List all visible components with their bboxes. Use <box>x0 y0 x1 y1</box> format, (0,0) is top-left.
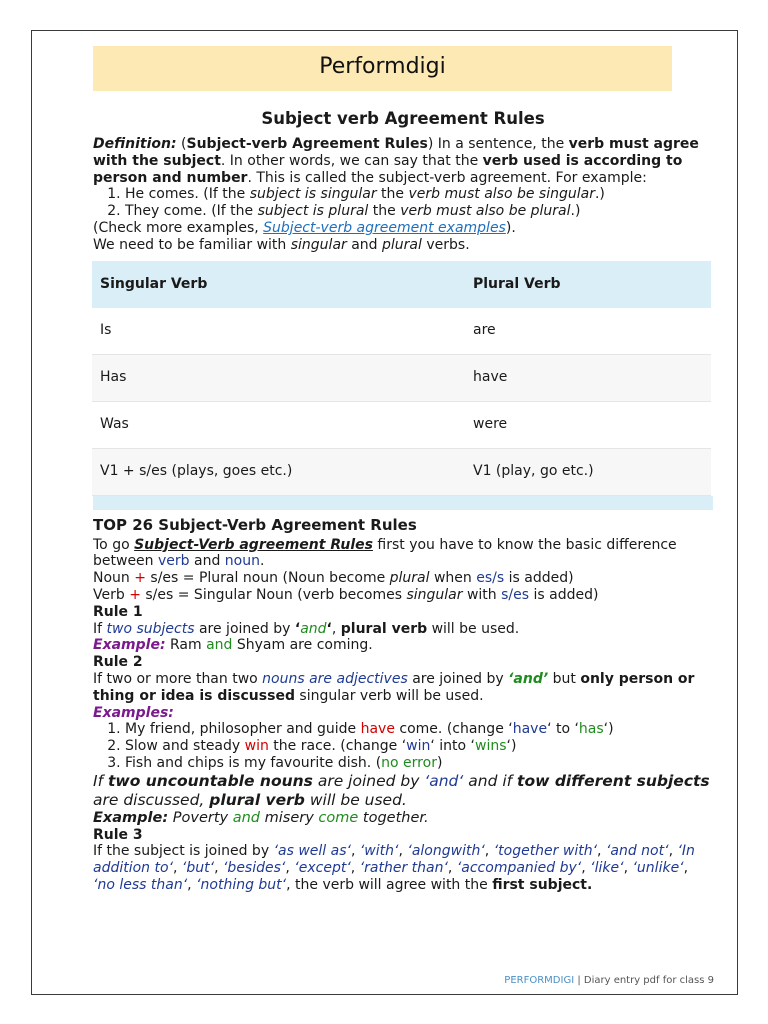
intro-paragraph: To go Subject-Verb agreement Rules first you have to know the basic difference between verb and noun. <box>93 536 677 570</box>
rule-2-uncountable: If two uncountable nouns are joined by ‘and‘ and if tow different subjects are discussed, plural verb will be used. <box>93 771 710 809</box>
text: . In other words, we can say that the <box>220 152 483 169</box>
rule-1-label: Rule 1 <box>93 603 143 620</box>
text: . This is called the subject-verb agreement. For example: <box>247 169 647 186</box>
table-row <box>92 448 711 495</box>
rule-3-label: Rule 3 <box>93 826 143 843</box>
rule-1-example: Example: Ram and Shyam are coming. <box>93 637 373 654</box>
rules-link[interactable]: Subject-Verb agreement Rules <box>134 536 373 553</box>
section-heading: TOP 26 Subject-Verb Agreement Rules <box>93 515 417 534</box>
table-cell: are <box>465 308 711 355</box>
emphasis: verb used is according to person and number <box>93 152 683 186</box>
table-header: Singular Verb <box>92 261 465 308</box>
rule-2-example: Example: Poverty and misery come together. <box>93 809 429 826</box>
table-header-row <box>92 261 711 308</box>
table-cell: have <box>465 354 711 401</box>
verb-rule-line: Verb + s/es = Singular Noun (verb becomes singular with s/es is added) <box>93 586 599 603</box>
rule-3-text: If the subject is joined by ‘as well as‘, ‘with‘, ‘alongwith‘, ‘together with‘, ‘and not‘, ‘In addition to‘, ‘but‘, ‘besides‘, ‘except‘, ‘rather than‘, ‘accompanied by‘, ‘like‘, ‘unlike‘, ‘no less than‘, ‘nothing but‘, the verb will agree with the first subject. <box>93 843 695 893</box>
text: ( <box>176 136 187 152</box>
rule-2-label: Rule 2 <box>93 654 143 671</box>
table-cell: V1 + s/es (plays, goes etc.) <box>92 448 465 495</box>
table-cell: Has <box>92 354 465 401</box>
list-item: 2. Slow and steady win the race. (change ‘win‘ into ‘wins‘) <box>125 738 713 755</box>
table-row <box>92 308 711 355</box>
footer-brand: PERFORMDIGI <box>504 975 575 986</box>
rule-2-examples-label: Examples: <box>93 704 174 721</box>
document-body <box>93 108 713 894</box>
table-row <box>92 401 711 448</box>
table-cell: were <box>465 401 711 448</box>
table-footer-band <box>93 496 713 510</box>
list-item: 1. He comes. (If the subject is singular the verb must also be singular.) <box>125 186 713 203</box>
footer-text: Diary entry pdf for class 9 <box>583 975 714 986</box>
definition-paragraph <box>93 136 713 186</box>
check-more-line: (Check more examples, Subject-verb agreement examples). <box>93 219 516 236</box>
definition-term: Subject-verb Agreement Rules <box>186 136 428 152</box>
rule-2-text: If two or more than two nouns are adjectives are joined by ‘and’ but only person or thing or idea is discussed singular verb will be used. <box>93 670 695 704</box>
noun-rule-line: Noun + s/es = Plural noun (Noun become plural when es/s is added) <box>93 570 574 587</box>
example-list <box>93 186 713 220</box>
text: ) In a sentence, the <box>427 136 569 152</box>
verb-table <box>92 261 711 496</box>
footer-separator: | <box>574 975 584 986</box>
table-cell: Is <box>92 308 465 355</box>
table-cell: Was <box>92 401 465 448</box>
list-item: 3. Fish and chips is my favourite dish. (no error) <box>125 755 713 772</box>
banner-title: Performdigi <box>319 54 446 79</box>
table-cell: V1 (play, go etc.) <box>465 448 711 495</box>
rule-1-text: If two subjects are joined by ‘and‘, plural verb will be used. <box>93 620 520 637</box>
rule-2-example-list <box>93 721 713 771</box>
emphasis: verb must agree with the subject <box>93 136 699 169</box>
page-footer <box>504 975 714 986</box>
examples-link[interactable]: Subject-verb agreement examples <box>263 219 506 236</box>
definition-label: Definition: <box>93 136 177 152</box>
page-title: Subject verb Agreement Rules <box>261 109 545 128</box>
list-item: 2. They come. (If the subject is plural the verb must also be plural.) <box>125 203 713 220</box>
list-item: 1. My friend, philosopher and guide have come. (change ‘have‘ to ‘has‘) <box>125 721 713 738</box>
familiar-line: We need to be familiar with singular and plural verbs. <box>93 236 470 253</box>
table-row <box>92 354 711 401</box>
table-header: Plural Verb <box>465 261 711 308</box>
banner <box>93 46 672 91</box>
